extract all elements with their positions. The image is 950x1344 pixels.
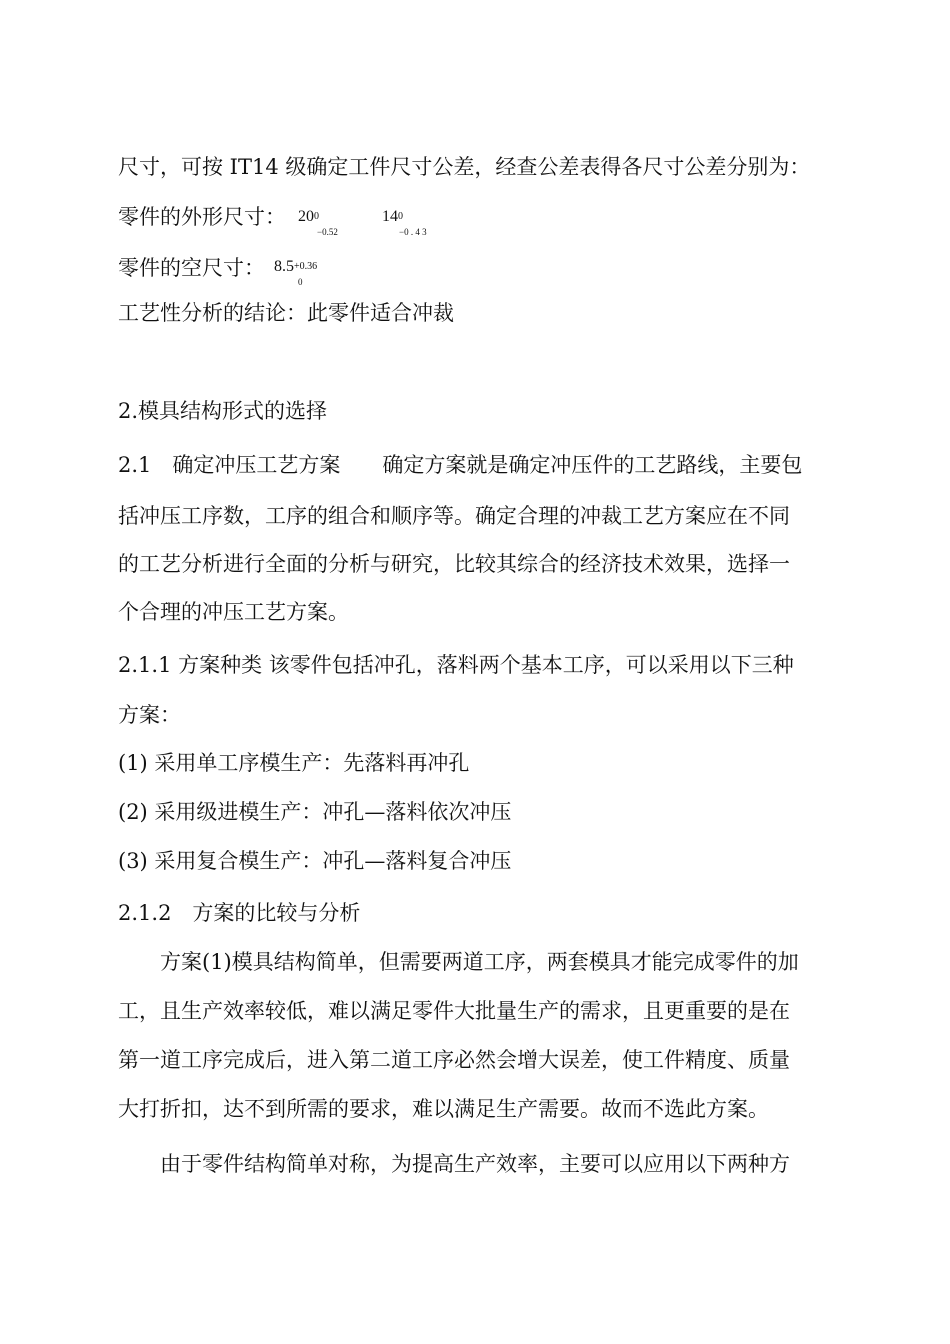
text-line-18: 第一道工序完成后，进入第二道工序必然会增大误差，使工件精度、质量 [118,1048,790,1072]
dimension-14: 140 [382,208,403,225]
text-line-2-1: 2.1 确定冲压工艺方案 确定方案就是确定冲压件的工艺路线，主要包 [118,453,803,477]
list-item-3: (3) 采用复合模生产：冲孔—落料复合冲压 [118,849,512,873]
list-item-1: (1) 采用单工序模生产：先落料再冲孔 [118,751,470,775]
text-line-11: 方案： [118,703,181,727]
text-line-conclusion: 工艺性分析的结论：此零件适合冲裁 [118,301,454,325]
text-line-1: 尺寸，可按 IT14 级确定工件尺寸公差，经查公差表得各尺寸公差分别为： [118,155,811,179]
text-line-hole-dims: 零件的空尺寸： [118,256,265,280]
tolerance-lower-14: −0 . 4 3 [399,227,427,237]
text-line-outer-dims: 零件的外形尺寸： [118,205,286,229]
tolerance-lower-8-5: 0 [298,277,303,287]
text-line-17: 工，且生产效率较低，难以满足零件大批量生产的需求，且更重要的是在 [118,999,790,1023]
dimension-8-5: 8.5+0.36 [274,258,318,275]
text-line-2-1-2: 2.1.2 方案的比较与分析 [118,901,361,925]
text-line-19: 大打折扣，达不到所需的要求，难以满足生产需要。故而不选此方案。 [118,1097,769,1121]
text-line-9: 个合理的冲压工艺方案。 [118,600,349,624]
tolerance-lower-20: −0.52 [317,227,338,237]
text-line-16: 方案(1)模具结构简单，但需要两道工序，两套模具才能完成零件的加 [118,950,799,974]
text-line-20: 由于零件结构简单对称，为提高生产效率，主要可以应用以下两种方 [118,1152,790,1176]
dimension-20: 200 [298,208,319,225]
text-line-2-1-1: 2.1.1 方案种类 该零件包括冲孔，落料两个基本工序，可以采用以下三种 [118,653,794,677]
list-item-2: (2) 采用级进模生产：冲孔—落料依次冲压 [118,800,512,824]
text-line-7: 括冲压工序数，工序的组合和顺序等。确定合理的冲裁工艺方案应在不同 [118,504,790,528]
section-heading-2: 2.模具结构形式的选择 [118,399,328,423]
text-line-8: 的工艺分析进行全面的分析与研究，比较其综合的经济技术效果，选择一 [118,552,790,576]
